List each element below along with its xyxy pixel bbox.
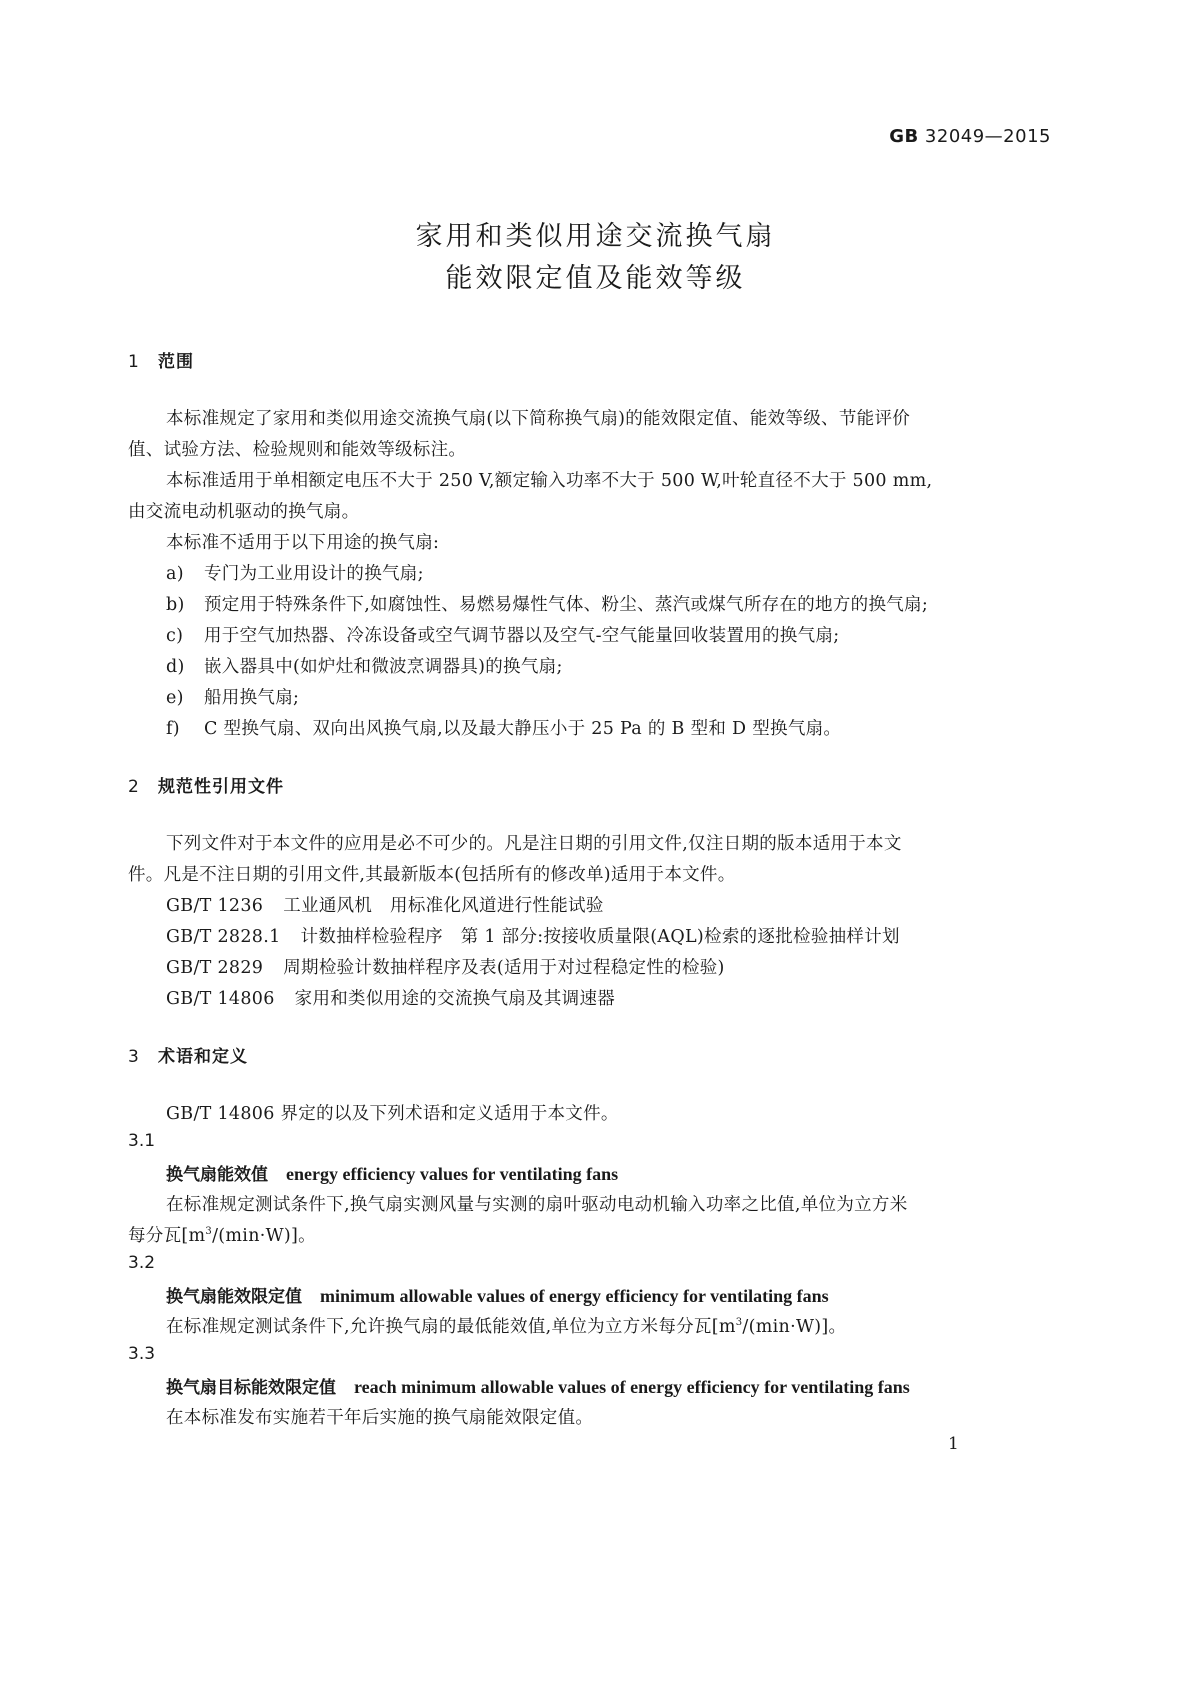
list-item [166,715,841,740]
reference-title: 工业通风机 用标准化风道进行性能试验 [283,896,604,916]
section-number: 3 [128,1047,139,1067]
term-heading [166,1282,829,1307]
section-title: 术语和定义 [158,1047,248,1067]
paragraph: 本标准适用于单相额定电压不大于 250 V,额定输入功率不大于 500 W,叶轮直径不大于 500 mm, [166,471,933,491]
section-number: 1 [128,352,139,372]
list-marker: b) [166,595,185,615]
reference-code: GB/T 14806 [166,989,275,1009]
term-heading [166,1160,618,1185]
superscript: 3 [735,1317,743,1329]
paragraph: GB/T 14806 界定的以及下列术语和定义适用于本文件。 [166,1104,619,1124]
standard-code: 32049—2015 [924,126,1051,147]
reference-item [166,954,725,979]
term-chinese: 换气扇能效限定值 [166,1287,302,1307]
paragraph: 值、试验方法、检验规则和能效等级标注。 [128,440,467,460]
list-marker: f) [166,719,180,739]
superscript: 3 [205,1226,213,1238]
paragraph: 由交流电动机驱动的换气扇。 [128,502,360,522]
section-title: 范围 [158,352,194,372]
term-definition: 在本标准发布实施若干年后实施的换气扇能效限定值。 [166,1408,594,1428]
list-marker: c) [166,626,184,646]
list-text: 船用换气扇; [204,688,300,708]
list-text: C 型换气扇、双向出风换气扇,以及最大静压小于 25 Pa 的 B 型和 D 型换气扇。 [204,719,842,739]
reference-code: GB/T 1236 [166,896,264,916]
term-english: energy efficiency values for ventilating fans [286,1164,619,1184]
term-english: minimum allowable values of energy efficiency for ventilating fans [320,1286,829,1306]
list-text: 用于空气加热器、冷冻设备或空气调节器以及空气-空气能量回收装置用的换气扇; [204,626,840,646]
reference-item [166,923,900,948]
section-3-heading [128,1042,248,1067]
reference-code: GB/T 2829 [166,958,264,978]
list-item [166,684,299,709]
list-text: 预定用于特殊条件下,如腐蚀性、易燃易爆性气体、粉尘、蒸汽或煤气所存在的地方的换气扇; [204,595,929,615]
term-number: 3.3 [128,1344,156,1364]
reference-item [166,892,604,917]
list-text: 专门为工业用设计的换气扇; [204,564,424,584]
term-heading [166,1373,910,1398]
term-number: 3.1 [128,1131,156,1151]
section-number: 2 [128,777,139,797]
reference-title: 家用和类似用途的交流换气扇及其调速器 [294,989,616,1009]
list-marker: e) [166,688,184,708]
reference-title: 周期检验计数抽样程序及表(适用于对过程稳定性的检验) [283,958,725,978]
list-item [166,560,424,585]
term-chinese: 换气扇能效值 [166,1165,268,1185]
term-definition: 在标准规定测试条件下,换气扇实测风量与实测的扇叶驱动电动机输入功率之比值,单位为立方米 [166,1195,908,1215]
definition-text: /(min·W)]。 [742,1317,847,1337]
paragraph: 本标准规定了家用和类似用途交流换气扇(以下简称换气扇)的能效限定值、能效等级、节能评价 [166,409,911,429]
document-title-line1: 家用和类似用途交流换气扇 [415,221,776,252]
definition-text: /(min·W)]。 [212,1226,316,1246]
list-item [166,653,563,678]
section-1-heading [128,347,194,372]
section-2-heading [128,772,284,797]
paragraph: 件。凡是不注日期的引用文件,其最新版本(包括所有的修改单)适用于本文件。 [128,865,736,885]
reference-item [166,985,615,1010]
document-title-line2: 能效限定值及能效等级 [445,263,746,294]
term-chinese: 换气扇目标能效限定值 [166,1378,336,1398]
list-text: 嵌入器具中(如炉灶和微波烹调器具)的换气扇; [204,657,563,677]
list-marker: a) [166,564,184,584]
term-definition [166,1313,846,1338]
page-number: 1 [948,1434,959,1454]
reference-code: GB/T 2828.1 [166,927,281,947]
definition-text: 在标准规定测试条件下,允许换气扇的最低能效值,单位为立方米每分瓦[m [166,1317,736,1337]
term-number: 3.2 [128,1253,156,1273]
reference-title: 计数抽样检验程序 第 1 部分:按接收质量限(AQL)检索的逐批检验抽样计划 [300,927,900,947]
paragraph: 下列文件对于本文件的应用是必不可少的。凡是注日期的引用文件,仅注日期的版本适用于本文 [166,834,902,854]
term-definition [128,1222,316,1247]
definition-text: 每分瓦[m [128,1226,206,1246]
list-item [166,591,928,616]
term-english: reach minimum allowable values of energy efficiency for ventilating fans [354,1377,910,1397]
list-item [166,622,839,647]
paragraph: 本标准不适用于以下用途的换气扇: [166,533,440,553]
standard-prefix: GB [889,126,919,147]
list-marker: d) [166,657,185,677]
section-title: 规范性引用文件 [158,777,284,797]
standard-number [889,126,1051,147]
